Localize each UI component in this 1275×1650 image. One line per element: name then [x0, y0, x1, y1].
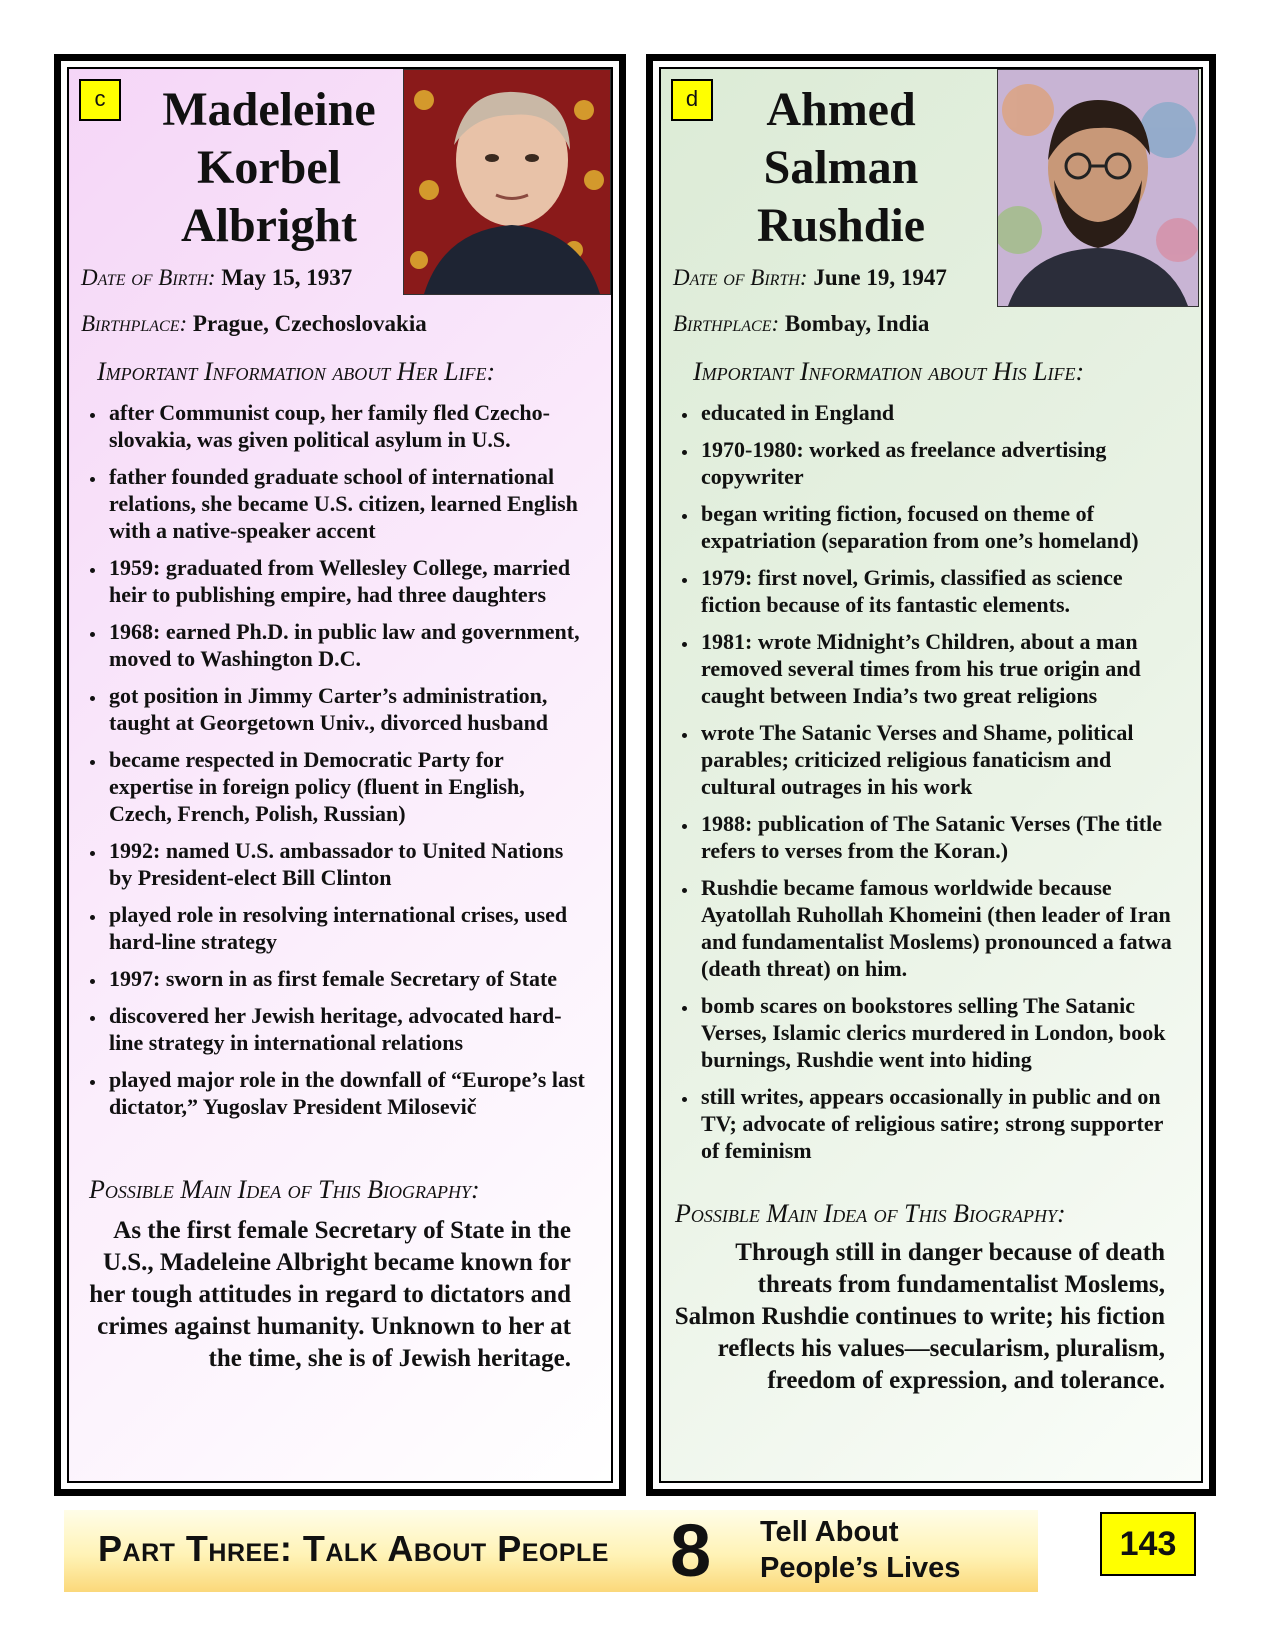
main-idea-heading: Possible Main Idea of This Biography:: [89, 1175, 480, 1204]
dob-value: May 15, 1937: [221, 265, 353, 290]
portrait-photo-rushdie: [997, 69, 1199, 307]
page-number: 143: [1100, 1512, 1196, 1576]
dob-label: Date of Birth:: [81, 265, 216, 290]
birthplace-label: Birthplace:: [81, 311, 188, 336]
chapter-number: 8: [670, 1509, 712, 1592]
person-name: [129, 81, 409, 255]
list-item: • got position in Jimmy Carter’s administration, taught at Georgetown Univ., divorced husband: [107, 682, 587, 736]
birthplace: [673, 311, 929, 337]
dob-value: June 19, 1947: [813, 265, 947, 290]
list-item: • 1970-1980: worked as freelance advertising copywriter: [699, 436, 1179, 490]
card-letter-badge: d: [671, 79, 713, 121]
main-idea-text: As the first female Secretary of State in the U.S., Madeleine Albright became known for her tough attitudes in regard to dictators and crimes against humanity. Unknown to her at the time, she is of Jewish heritage.: [89, 1217, 571, 1372]
list-item: • still writes, appears occasionally in public and on TV; advocate of religious satire; strong supporter of feminism: [699, 1083, 1179, 1164]
card-letter-badge: c: [79, 79, 121, 121]
list-item: • discovered her Jewish heritage, advocated hard-line strategy in international relations: [107, 1002, 587, 1056]
list-item: • wrote The Satanic Verses and Shame, political parables; criticized religious fanaticism and cultural outrages in his work: [699, 719, 1179, 800]
biography-card-rushdie: [646, 54, 1216, 1496]
list-item: • began writing fiction, focused on theme of expatriation (separation from one’s homeland): [699, 500, 1179, 554]
portrait-image: [998, 70, 1198, 306]
name-line-2: Salman: [763, 141, 919, 194]
list-item: • father founded graduate school of international relations, she became U.S. citizen, learned English with a native-speaker accent: [107, 463, 587, 544]
birthplace-label: Birthplace:: [673, 311, 780, 336]
name-line-2: Korbel: [197, 141, 341, 194]
birthplace: [81, 311, 427, 337]
list-item: • 1988: publication of The Satanic Verses (The title refers to verses from the Koran.): [699, 810, 1179, 864]
list-item: • became respected in Democratic Party for expertise in foreign policy (fluent in English, Czech, French, Polish, Russian): [107, 746, 587, 827]
list-item: • played role in resolving international crises, used hard-line strategy: [107, 901, 587, 955]
date-of-birth: [81, 265, 352, 291]
list-item: • played major role in the downfall of “Europe’s last dictator,” Yugoslav President Milosevič: [107, 1066, 587, 1120]
list-item: • bomb scares on bookstores selling The Satanic Verses, Islamic clerics murdered in London, book burnings, Rushdie went into hiding: [699, 992, 1179, 1073]
main-idea-text: Through still in danger because of death threats from fundamentalist Moslems, Salmon Rushdie continues to write; his fiction reflects his values—secularism, pluralism, freedom of expression, and tolerance.: [674, 1239, 1165, 1394]
date-of-birth: [673, 265, 947, 291]
chapter-title-line-1: Tell About: [760, 1516, 899, 1548]
name-line-1: Madeleine: [162, 83, 376, 136]
facts-list: [81, 399, 587, 1130]
part-title: Part Three: Talk About People: [98, 1528, 609, 1569]
list-item: • 1968: earned Ph.D. in public law and government, moved to Washington D.C.: [107, 618, 587, 672]
portrait-photo-albright: [403, 69, 611, 295]
list-item: • 1979: first novel, Grimis, classified as science fiction because of its fantastic elements.: [699, 564, 1179, 618]
list-item: • after Communist coup, her family fled Czecho-slovakia, was given political asylum in U.S.: [107, 399, 587, 453]
list-item: • educated in England: [699, 399, 1179, 426]
birthplace-value: Bombay, India: [784, 311, 930, 336]
facts-list: [673, 399, 1179, 1174]
page-footer: [64, 1510, 1038, 1592]
chapter-title-line-2: People’s Lives: [760, 1552, 961, 1584]
dob-label: Date of Birth:: [673, 265, 808, 290]
person-name: [711, 81, 971, 255]
list-item: • 1992: named U.S. ambassador to United Nations by President-elect Bill Clinton: [107, 837, 587, 891]
list-item: • 1959: graduated from Wellesley College, married heir to publishing empire, had three daughters: [107, 554, 587, 608]
list-item: • 1997: sworn in as first female Secretary of State: [107, 965, 587, 992]
name-line-3: Rushdie: [756, 199, 926, 252]
portrait-image: [404, 70, 610, 294]
chapter-title: [760, 1514, 960, 1586]
main-idea-heading: Possible Main Idea of This Biography:: [675, 1199, 1066, 1228]
info-heading: Important Information about Her Life:: [97, 357, 496, 386]
name-line-3: Albright: [180, 199, 357, 252]
card-background: [67, 67, 613, 1483]
list-item: • 1981: wrote Midnight’s Children, about a man removed several times from his true origin and caught between India’s two great religions: [699, 628, 1179, 709]
name-line-1: Ahmed: [766, 83, 916, 136]
birthplace-value: Prague, Czechoslovakia: [192, 311, 427, 336]
list-item: • Rushdie became famous worldwide because Ayatollah Ruhollah Khomeini (then leader of Iran and fundamentalist Moslems) pronounced a fatwa (death threat) on him.: [699, 874, 1179, 982]
biography-card-albright: [54, 54, 626, 1496]
card-background: [659, 67, 1203, 1483]
info-heading: Important Information about His Life:: [693, 357, 1085, 386]
